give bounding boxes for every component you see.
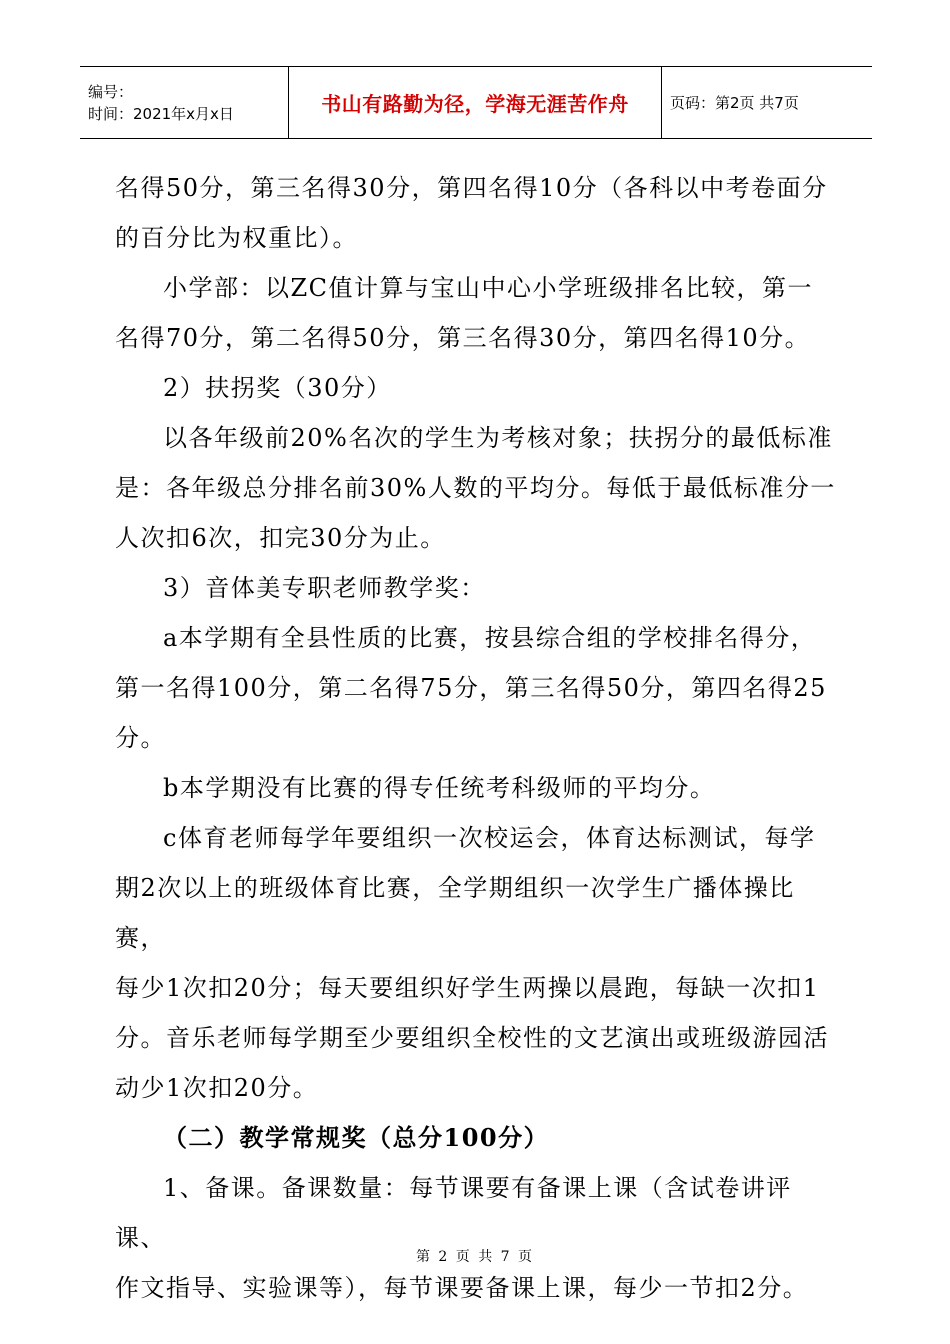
paragraph-line: 以各年级前20%名次的学生为考核对象；扶拐分的最低标准: [163, 424, 833, 452]
paragraph-line: 期2次以上的班级体育比赛，全学期组织一次学生广播体操比赛，: [115, 874, 795, 952]
document-number-label: 编号：: [88, 82, 134, 101]
paragraph-line: a本学期有全县性质的比赛，按县综合组的学校排名得分，: [163, 624, 817, 652]
paragraph-line: 1、备课。备课数量：每节课要有备课上课（含试卷讲评课、: [115, 1174, 792, 1252]
paragraph-line: b本学期没有比赛的得专任统考科级师的平均分。: [163, 774, 716, 802]
paragraph-line: 名得70分，第二名得50分，第三名得30分，第四名得10分。: [115, 324, 811, 352]
paragraph-line: 作文指导、实验课等），每节课要备课上课，每少一节扣2分。: [115, 1274, 809, 1302]
paragraph-line: 是：各年级总分排名前30%人数的平均分。每低于最低标准分一: [115, 474, 836, 502]
document-time-label: 时间：2021年x月x日: [88, 104, 234, 123]
header-meta: [80, 67, 289, 138]
section-title-bold: （二）教学常规奖（总分100分）: [163, 1123, 550, 1152]
paragraph-line: 分。: [115, 724, 166, 752]
paragraph-line: 动少1次扣20分。: [115, 1074, 319, 1102]
paragraph-line: 名得50分，第三名得30分，第四名得10分（各科以中考卷面分: [115, 174, 828, 202]
header-page-info: 页码：第2页 共7页: [670, 94, 799, 112]
paragraph-line: 的百分比为权重比）。: [115, 224, 358, 252]
header-page-info-cell: [662, 67, 872, 138]
paragraph-line: c体育老师每学年要组织一次校运会，体育达标测试，每学: [163, 824, 816, 852]
header-motto-cell: [289, 67, 662, 138]
paragraph-line: 每少1次扣20分；每天要组织好学生两操以晨跑，每缺一次扣1: [115, 974, 820, 1002]
paragraph-line: 分。音乐老师每学期至少要组织全校性的文艺演出或班级游园活: [115, 1024, 829, 1052]
section-heading: 3）音体美专职老师教学奖：: [163, 574, 486, 602]
paragraph-line: 小学部：以ZC值计算与宝山中心小学班级排名比较，第一: [163, 274, 814, 302]
paragraph-line: 人次扣6次，扣完30分为止。: [115, 524, 446, 552]
header-motto: 书山有路勤为径，学海无涯苦作舟: [321, 92, 629, 116]
page-header: [80, 66, 872, 139]
paragraph-line: 第一名得100分，第二名得75分，第三名得50分，第四名得25: [115, 674, 827, 702]
section-heading: 2）扶拐奖（30分）: [163, 374, 392, 402]
page-footer: 第 2 页 共 7 页: [415, 1249, 535, 1265]
document-body: [115, 163, 840, 1313]
